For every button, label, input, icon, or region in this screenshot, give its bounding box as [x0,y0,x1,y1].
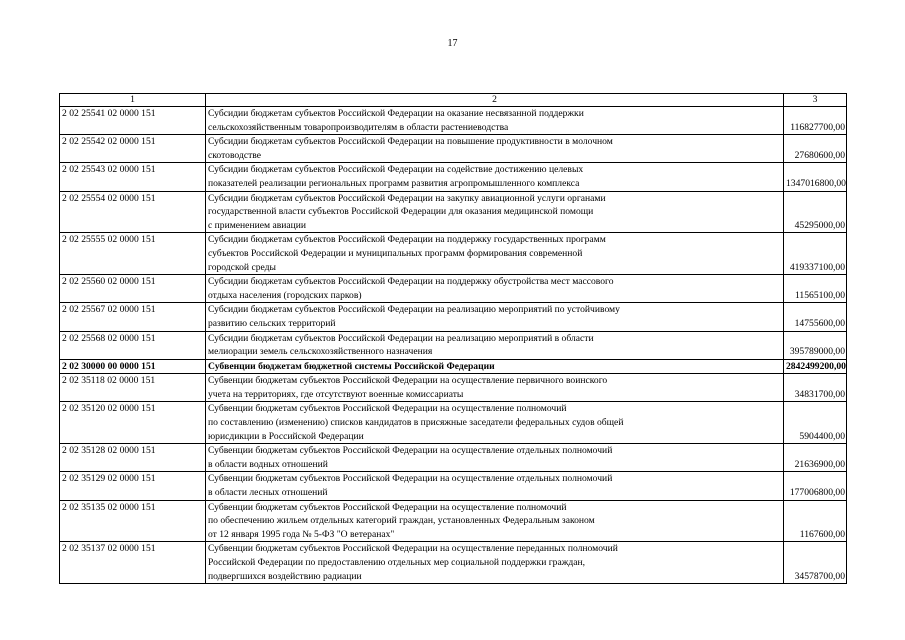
column-number-3: 3 [784,94,847,107]
table-row [60,233,847,275]
budget-item-name-line: Субвенции бюджетам субъектов Российской Федерации на осуществление полномочий [208,501,567,513]
budget-item-name-line: мелиорации земель сельскохозяйственного назначения [208,346,433,358]
budget-item-name-cell [206,107,784,135]
table-row [60,163,847,191]
budget-item-name-cell [206,303,784,331]
budget-item-name-line: Субсидии бюджетам субъектов Российской Федерации на реализацию мероприятий в области [208,332,594,344]
budget-amount-cell: 11565100,00 [784,275,847,303]
budget-item-name-line: Субсидии бюджетам субъектов Российской Федерации на поддержку обустройства мест массового [208,276,614,288]
budget-item-name-line: Субсидии бюджетам субъектов Российской Федерации на содействие достижению целевых [208,164,584,176]
budget-item-name-cell [206,374,784,402]
budget-item-name-cell [206,331,784,359]
budget-item-name-cell [206,135,784,163]
budget-item-name-line: Субвенции бюджетам бюджетной системы Российской Федерации [208,360,495,372]
table-row [60,359,847,374]
budget-amount-cell: 1347016800,00 [784,163,847,191]
budget-item-name-cell [206,402,784,444]
budget-amount-cell: 177006800,00 [784,472,847,500]
budget-code-cell: 2 02 35137 02 0000 151 [60,542,206,584]
table-row [60,402,847,444]
column-number-1: 1 [60,94,206,107]
budget-item-name-line: с применением авиации [208,219,307,231]
budget-amount-cell: 2842499200,00 [784,359,847,374]
budget-item-name-line: развитию сельских территорий [208,317,336,329]
budget-item-name-line: Субсидии бюджетам субъектов Российской Федерации на закупку авиационной услуги органами [208,192,606,204]
budget-code-cell: 2 02 35129 02 0000 151 [60,472,206,500]
budget-code-cell: 2 02 35120 02 0000 151 [60,402,206,444]
budget-item-name-line: Субвенции бюджетам субъектов Российской Федерации на осуществление отдельных полномочий [208,445,613,457]
budget-item-name-cell [206,542,784,584]
budget-code-cell: 2 02 25568 02 0000 151 [60,331,206,359]
budget-item-name-line: юрисдикции в Российской Федерации [208,430,364,442]
budget-item-name-line: учета на территориях, где отсутствуют военные комиссариаты [208,388,464,400]
budget-amount-cell: 116827700,00 [784,107,847,135]
budget-item-name-line: подвергшихся воздействию радиации [208,570,362,582]
budget-item-name-cell [206,233,784,275]
table-row [60,135,847,163]
column-number-row [60,94,847,107]
budget-item-name-line: отдыха населения (городских парков) [208,289,362,301]
budget-item-name-line: Субсидии бюджетам субъектов Российской Федерации на оказание несвязанной поддержки [208,108,584,119]
budget-amount-cell: 21636900,00 [784,444,847,472]
budget-item-name-line: Субсидии бюджетам субъектов Российской Федерации на реализацию мероприятий по устойчивому [208,304,620,316]
table-row [60,107,847,135]
budget-item-name-line: Субвенции бюджетам субъектов Российской Федерации на осуществление переданных полномочий [208,543,618,555]
budget-table [59,93,847,584]
budget-code-cell: 2 02 25543 02 0000 151 [60,163,206,191]
budget-amount-cell: 419337100,00 [784,233,847,275]
budget-item-name-cell [206,444,784,472]
budget-amount-cell: 14755600,00 [784,303,847,331]
budget-amount-cell: 5904400,00 [784,402,847,444]
budget-item-name-cell [206,163,784,191]
budget-item-name-line: Субвенции бюджетам субъектов Российской Федерации на осуществление отдельных полномочий [208,473,613,485]
budget-item-name-line: Субсидии бюджетам субъектов Российской Федерации на поддержку государственных программ [208,234,606,246]
table-row [60,275,847,303]
table-row [60,374,847,402]
budget-code-cell: 2 02 30000 00 0000 151 [60,359,206,374]
budget-item-name-line: от 12 января 1995 года № 5-ФЗ "О ветеранах" [208,528,395,540]
budget-code-cell: 2 02 25567 02 0000 151 [60,303,206,331]
budget-item-name-line: Российской Федерации по предоставлению отдельных мер социальной поддержки граждан, [208,557,586,568]
table-row [60,500,847,542]
budget-item-name-line: субъектов Российской Федерации и муниципальных программ формирования современной [208,247,583,259]
budget-amount-cell: 1167600,00 [784,500,847,542]
table-row [60,191,847,233]
table-row [60,444,847,472]
budget-item-name-cell [206,500,784,542]
budget-table-body [60,94,847,584]
table-row [60,331,847,359]
budget-code-cell: 2 02 25560 02 0000 151 [60,275,206,303]
budget-item-name-cell [206,359,784,374]
budget-item-name-line: по обеспечению жильем отдельных категорий граждан, установленных Федеральным законом [208,515,595,527]
budget-item-name-line: Субсидии бюджетам субъектов Российской Федерации на повышение продуктивности в молочном [208,136,613,148]
table-row [60,542,847,584]
budget-code-cell: 2 02 25554 02 0000 151 [60,191,206,233]
budget-item-name-line: показателей реализации региональных программ развития агропромышленного комплекса [208,177,580,189]
column-number-2: 2 [206,94,784,107]
budget-amount-cell: 45295000,00 [784,191,847,233]
budget-code-cell: 2 02 25541 02 0000 151 [60,107,206,135]
budget-item-name-line: в области лесных отношений [208,487,328,499]
budget-item-name-cell [206,275,784,303]
budget-code-cell: 2 02 35128 02 0000 151 [60,444,206,472]
budget-item-name-line: Субвенции бюджетам субъектов Российской Федерации на осуществление полномочий [208,403,567,415]
budget-item-name-line: сельскохозяйственным товаропроизводителям в области растениеводства [208,121,509,133]
budget-code-cell: 2 02 25542 02 0000 151 [60,135,206,163]
budget-item-name-line: городской среды [208,261,276,273]
budget-item-name-cell [206,472,784,500]
budget-item-name-line: скотоводстве [208,149,262,161]
budget-amount-cell: 34578700,00 [784,542,847,584]
budget-code-cell: 2 02 35135 02 0000 151 [60,500,206,542]
budget-item-name-line: государственной власти субъектов Российской Федерации для оказания медицинской помощи [208,206,594,218]
budget-item-name-cell [206,191,784,233]
budget-item-name-line: в области водных отношений [208,458,328,470]
budget-code-cell: 2 02 25555 02 0000 151 [60,233,206,275]
budget-amount-cell: 395789000,00 [784,331,847,359]
table-row [60,303,847,331]
budget-code-cell: 2 02 35118 02 0000 151 [60,374,206,402]
page-number: 17 [447,38,458,49]
table-row [60,472,847,500]
budget-amount-cell: 34831700,00 [784,374,847,402]
budget-item-name-line: по составлению (изменению) списков кандидатов в присяжные заседатели федеральных судов общей [208,417,624,429]
budget-item-name-line: Субвенции бюджетам субъектов Российской Федерации на осуществление первичного воинского [208,375,608,387]
budget-amount-cell: 27680600,00 [784,135,847,163]
